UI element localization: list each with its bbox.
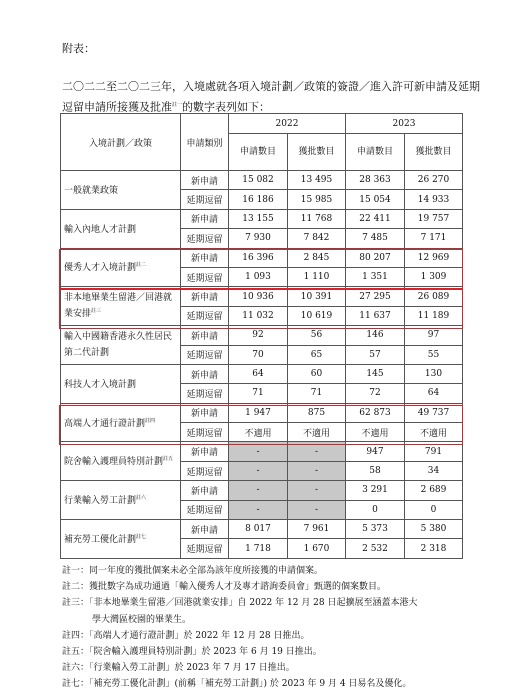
- received-2023-cell: 27 295: [346, 287, 405, 306]
- approved-2022-cell: 15 985: [288, 190, 346, 209]
- footnote-text: 「高端人才通行證計劃」於 2022 年 12 月 28 日推出。: [89, 630, 310, 641]
- header-year-2023: 2023: [346, 114, 463, 134]
- received-2022-cell: 16 186: [229, 190, 288, 209]
- application-type-cell: 延期逗留: [181, 267, 229, 286]
- received-2023-cell: 3 291: [346, 481, 405, 500]
- notes-section: [62, 563, 492, 693]
- approved-2022-cell: -: [288, 442, 346, 461]
- received-2023-cell: 58: [346, 461, 405, 480]
- footnote-label: 註四：: [62, 630, 90, 641]
- received-2023-cell: 28 363: [346, 171, 405, 190]
- header-year-2022: 2022: [229, 114, 346, 134]
- programme-name-cell: [61, 520, 181, 559]
- received-2022-cell: -: [229, 481, 288, 500]
- received-2022-cell: 15 082: [229, 171, 288, 190]
- approved-2023-cell: 5 380: [405, 520, 463, 539]
- programme-name: 行業輸入勞工計劃: [64, 496, 137, 507]
- header-approved-2023: 獲批數目: [405, 134, 463, 171]
- programme-note-ref: 註四: [145, 417, 156, 424]
- intro-text: 二〇二二至二〇二三年，入境處就各項入境計劃／政策的簽證／進入許可新申請及延期逗留申請所接獲及批准: [62, 80, 480, 114]
- table-body: [61, 171, 463, 559]
- footnote-label: 註五：: [62, 647, 90, 658]
- received-2022-cell: -: [229, 500, 288, 519]
- approved-2023-cell: 64: [405, 384, 463, 403]
- programme-name-cell: [61, 248, 181, 287]
- received-2023-cell: 80 207: [346, 248, 405, 267]
- approved-2023-cell: 49 737: [405, 403, 463, 422]
- approved-2022-cell: 60: [288, 364, 346, 383]
- approved-2023-cell: 12 969: [405, 248, 463, 267]
- application-type-cell: 新申請: [181, 287, 229, 306]
- footnote-text: 「補充勞工優化計劃」(前稱「補充勞工計劃」) 於 2023 年 9 月 4 日易名及優化。: [89, 679, 412, 690]
- approved-2023-cell: 14 933: [405, 190, 463, 209]
- received-2023-cell: 146: [346, 326, 405, 345]
- received-2022-cell: -: [229, 442, 288, 461]
- approved-2023-cell: 26 089: [405, 287, 463, 306]
- approved-2023-cell: 34: [405, 461, 463, 480]
- programme-name-cell: [61, 209, 181, 248]
- header-approved-2022: 獲批數目: [288, 134, 346, 171]
- approved-2022-cell: 7 961: [288, 520, 346, 539]
- approved-2022-cell: 65: [288, 345, 346, 364]
- footnote: [62, 676, 492, 692]
- approved-2022-cell: 7 842: [288, 229, 346, 248]
- received-2023-cell: 145: [346, 364, 405, 383]
- received-2022-cell: 71: [229, 384, 288, 403]
- footnote-text: 學大灣區校園的畢業生。: [92, 614, 192, 625]
- application-type-cell: 新申請: [181, 248, 229, 267]
- footnote-label: 註二：: [62, 582, 90, 593]
- approved-2022-cell: -: [288, 461, 346, 480]
- received-2023-cell: 22 411: [346, 209, 405, 228]
- approved-2023-cell: 0: [405, 500, 463, 519]
- programme-name: 輸入中國籍香港永久性居民第二代計劃: [64, 331, 173, 358]
- received-2022-cell: 64: [229, 364, 288, 383]
- programme-name: 高端人才通行證計劃: [64, 418, 146, 429]
- approved-2022-cell: 不適用: [288, 423, 346, 442]
- programme-name: 優秀人才入境計劃: [64, 263, 137, 274]
- header-received-2022: 申請數目: [229, 134, 288, 171]
- programme-name-cell: [61, 481, 181, 520]
- received-2023-cell: 7 485: [346, 229, 405, 248]
- received-2023-cell: 5 373: [346, 520, 405, 539]
- approved-2022-cell: 13 495: [288, 171, 346, 190]
- programme-note-ref: 註七: [136, 533, 147, 540]
- table-row: [61, 171, 463, 190]
- intro-note-ref: 註一: [172, 102, 183, 108]
- received-2023-cell: 57: [346, 345, 405, 364]
- intro-paragraph: [62, 77, 482, 117]
- footnote: [62, 579, 492, 595]
- received-2022-cell: -: [229, 461, 288, 480]
- intro-tail: 的數字表列如下：: [182, 100, 271, 114]
- approved-2023-cell: 不適用: [405, 423, 463, 442]
- footnote-label: 註三：: [62, 598, 90, 609]
- received-2023-cell: 不適用: [346, 423, 405, 442]
- statistics-table: [60, 113, 463, 559]
- received-2022-cell: 16 396: [229, 248, 288, 267]
- received-2022-cell: 1 718: [229, 539, 288, 558]
- programme-name: 院舍輸入護理員特別計劃: [64, 457, 164, 468]
- table-row: [61, 326, 463, 345]
- application-type-cell: 延期逗留: [181, 384, 229, 403]
- application-type-cell: 延期逗留: [181, 306, 229, 325]
- footnote: [62, 563, 492, 579]
- table-row: [61, 248, 463, 267]
- received-2022-cell: 1 947: [229, 403, 288, 422]
- application-type-cell: 新申請: [181, 326, 229, 345]
- approved-2023-cell: 2 318: [405, 539, 463, 558]
- programme-name-cell: [61, 442, 181, 481]
- application-type-cell: 新申請: [181, 171, 229, 190]
- application-type-cell: 延期逗留: [181, 229, 229, 248]
- approved-2022-cell: 10 619: [288, 306, 346, 325]
- footnote: [62, 595, 492, 611]
- application-type-cell: 延期逗留: [181, 190, 229, 209]
- approved-2023-cell: 97: [405, 326, 463, 345]
- application-type-cell: 新申請: [181, 209, 229, 228]
- programme-note-ref: 註三: [91, 307, 102, 314]
- table-row: [61, 520, 463, 539]
- received-2023-cell: 2 532: [346, 539, 405, 558]
- table-row: [61, 209, 463, 228]
- table-row: [61, 364, 463, 383]
- received-2023-cell: 1 351: [346, 267, 405, 286]
- page-heading: 附表：: [62, 42, 95, 55]
- approved-2022-cell: 56: [288, 326, 346, 345]
- footnote-text: 獲批數字為成功通過「輸入優秀人才及專才諮詢委員會」甄選的個案數目。: [89, 582, 387, 593]
- footnote-label: 註七：: [62, 679, 90, 690]
- application-type-cell: 延期逗留: [181, 345, 229, 364]
- application-type-cell: 新申請: [181, 403, 229, 422]
- programme-note-ref: 註五: [163, 456, 174, 463]
- programme-name-cell: [61, 287, 181, 326]
- table-row: [61, 287, 463, 306]
- approved-2023-cell: 130: [405, 364, 463, 383]
- received-2022-cell: 70: [229, 345, 288, 364]
- application-type-cell: 新申請: [181, 442, 229, 461]
- header-received-2023: 申請數目: [346, 134, 405, 171]
- received-2022-cell: 8 017: [229, 520, 288, 539]
- footnote: [62, 628, 492, 644]
- application-type-cell: 延期逗留: [181, 461, 229, 480]
- approved-2022-cell: -: [288, 500, 346, 519]
- approved-2022-cell: 875: [288, 403, 346, 422]
- footnote-text: 同一年度的獲批個案未必全部為該年度所接獲的申請個案。: [89, 566, 324, 576]
- approved-2023-cell: 7 171: [405, 229, 463, 248]
- programme-name: 科技人才入境計劃: [64, 379, 137, 390]
- programme-name: 補充勞工優化計劃: [64, 534, 137, 545]
- approved-2022-cell: 71: [288, 384, 346, 403]
- footnote-text: 「非本地畢業生留港／回港就業安排」自 2022 年 12 月 28 日起擴展至涵蓋本港大: [89, 598, 418, 609]
- programme-note-ref: 註六: [136, 495, 147, 502]
- header-programme: 入境計劃／政策: [61, 114, 181, 171]
- received-2023-cell: 11 637: [346, 306, 405, 325]
- approved-2023-cell: 2 689: [405, 481, 463, 500]
- header-application-type: 申請類別: [181, 114, 229, 171]
- application-type-cell: 延期逗留: [181, 500, 229, 519]
- approved-2022-cell: 10 391: [288, 287, 346, 306]
- received-2023-cell: 72: [346, 384, 405, 403]
- programme-name-cell: [61, 326, 181, 365]
- approved-2022-cell: -: [288, 481, 346, 500]
- received-2022-cell: 10 936: [229, 287, 288, 306]
- approved-2023-cell: 1 309: [405, 267, 463, 286]
- application-type-cell: 新申請: [181, 520, 229, 539]
- programme-name: 非本地畢業生留港／回港就業安排: [64, 292, 173, 319]
- footnote-text: 「行業輸入勞工計劃」於 2023 年 7 月 17 日推出。: [89, 663, 295, 674]
- footnote-label: 註一：: [62, 566, 90, 576]
- received-2022-cell: 7 930: [229, 229, 288, 248]
- table-row: [61, 481, 463, 500]
- programme-name: 輸入內地人才計劃: [64, 224, 137, 235]
- application-type-cell: 新申請: [181, 481, 229, 500]
- programme-name-cell: [61, 364, 181, 403]
- approved-2022-cell: 2 845: [288, 248, 346, 267]
- received-2023-cell: 0: [346, 500, 405, 519]
- footnote-text: 「院舍輸入護理員特別計劃」於 2023 年 6 月 19 日推出。: [89, 647, 322, 658]
- approved-2023-cell: 55: [405, 345, 463, 364]
- programme-note-ref: 註二: [136, 262, 147, 269]
- approved-2023-cell: 26 270: [405, 171, 463, 190]
- footnote: [62, 644, 492, 660]
- programme-name-cell: [61, 171, 181, 210]
- approved-2022-cell: 1 670: [288, 539, 346, 558]
- received-2022-cell: 11 032: [229, 306, 288, 325]
- application-type-cell: 延期逗留: [181, 539, 229, 558]
- approved-2022-cell: 1 110: [288, 267, 346, 286]
- approved-2022-cell: 11 768: [288, 209, 346, 228]
- received-2022-cell: 13 155: [229, 209, 288, 228]
- footnote-label: 註六：: [62, 663, 90, 674]
- application-type-cell: 延期逗留: [181, 423, 229, 442]
- received-2022-cell: 1 093: [229, 267, 288, 286]
- approved-2023-cell: 11 189: [405, 306, 463, 325]
- received-2023-cell: 62 873: [346, 403, 405, 422]
- footnote: [62, 612, 492, 628]
- approved-2023-cell: 791: [405, 442, 463, 461]
- table-row: [61, 442, 463, 461]
- table-row: [61, 403, 463, 422]
- received-2023-cell: 947: [346, 442, 405, 461]
- footnote: [62, 660, 492, 676]
- programme-name-cell: [61, 403, 181, 442]
- programme-name: 一般就業政策: [64, 185, 119, 196]
- received-2022-cell: 92: [229, 326, 288, 345]
- received-2023-cell: 15 054: [346, 190, 405, 209]
- received-2022-cell: 不適用: [229, 423, 288, 442]
- approved-2023-cell: 19 757: [405, 209, 463, 228]
- application-type-cell: 新申請: [181, 364, 229, 383]
